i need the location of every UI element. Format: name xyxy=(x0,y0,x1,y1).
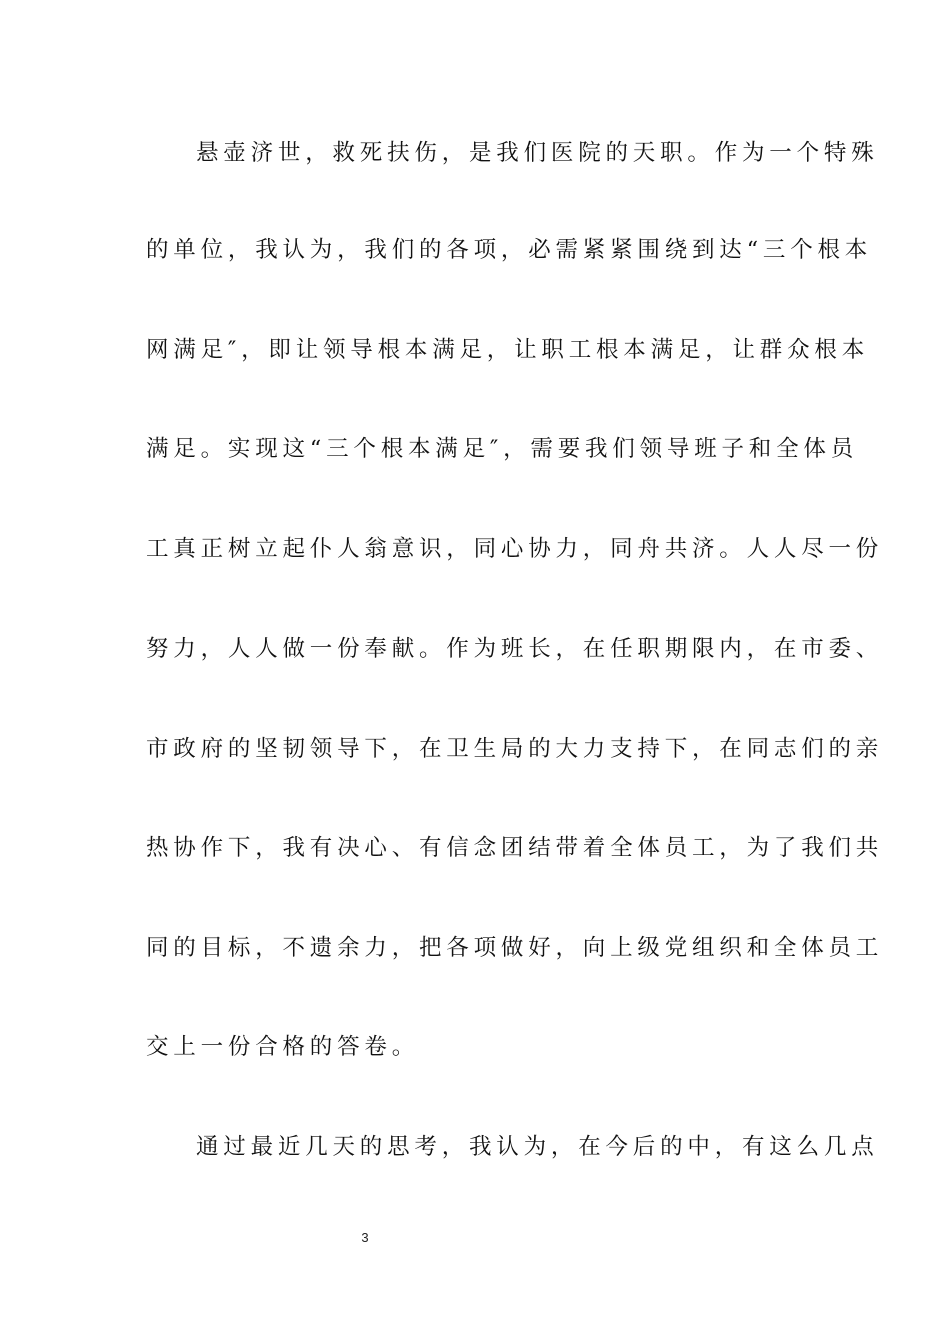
paragraph-1-line-7: 市政府的坚韧领导下，在卫生局的大力支持下，在同志们的亲 xyxy=(146,736,884,762)
paragraph-1-line-4: 满足。实现这“三个根本满足″，需要我们领导班子和全体员 xyxy=(146,436,859,462)
paragraph-1-line-9: 同的目标，不遗余力，把各项做好，向上级党组织和全体员工 xyxy=(146,935,884,961)
paragraph-1-line-5: 工真正树立起仆人翁意识，同心协力，同舟共济。人人尽一份 xyxy=(146,536,884,562)
paragraph-1-line-6: 努力，人人做一份奉献。作为班长，在任职期限内，在市委、 xyxy=(146,636,884,662)
paragraph-1-line-10: 交上一份合格的答卷。 xyxy=(146,1034,420,1060)
paragraph-1-line-3: 网满足″，即让领导根本满足，让职工根本满足，让群众根本 xyxy=(146,337,870,363)
paragraph-1-line-8: 热协作下，我有决心、有信念团结带着全体员工，为了我们共 xyxy=(146,835,884,861)
paragraph-1-line-2: 的单位，我认为，我们的各项，必需紧紧围绕到达“三个根本 xyxy=(146,237,873,263)
paragraph-1-line-1: 悬壶济世，救死扶伤，是我们医院的天职。作为一个特殊 xyxy=(196,140,879,166)
page-number: 3 xyxy=(361,1230,369,1245)
paragraph-2-line-1: 通过最近几天的思考，我认为，在今后的中，有这么几点 xyxy=(196,1134,879,1160)
